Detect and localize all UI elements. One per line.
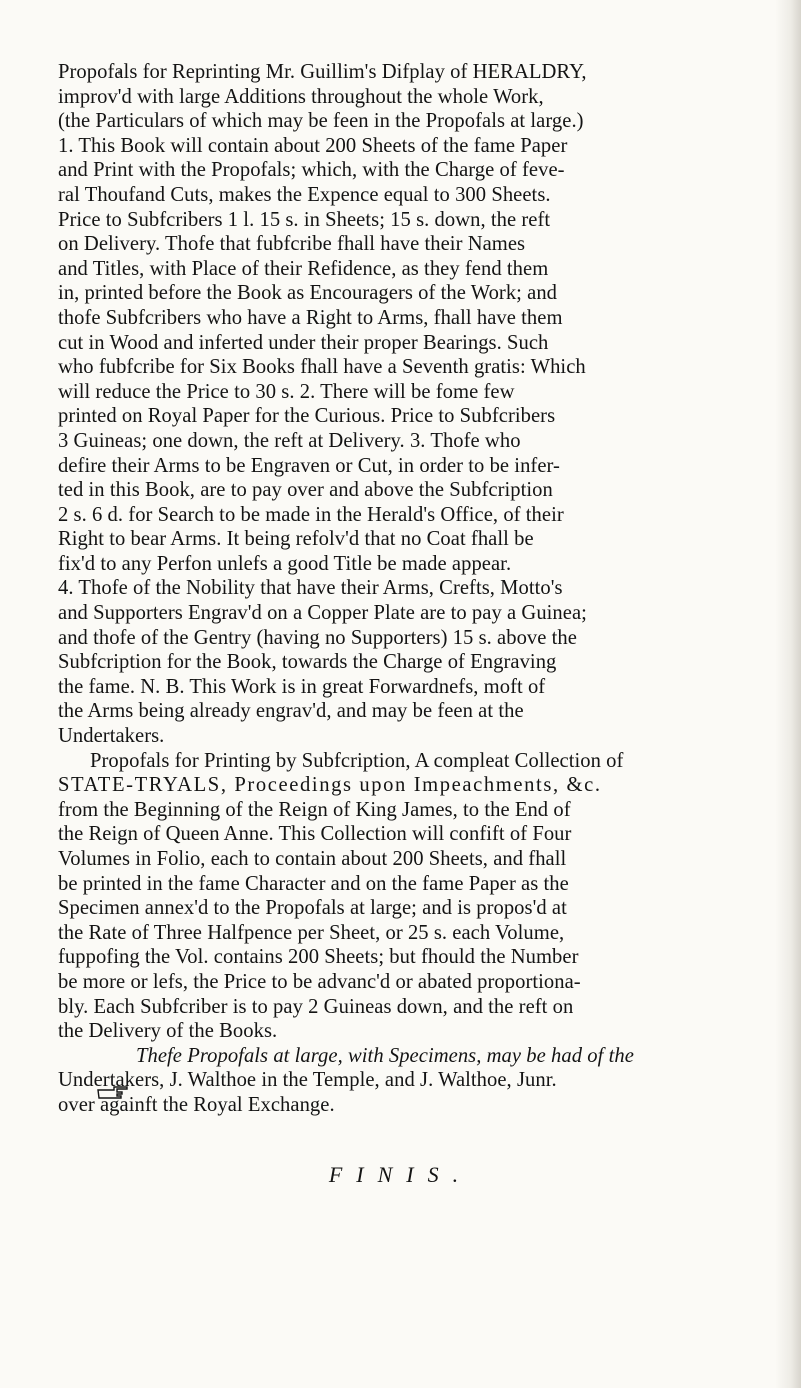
text-line: in, printed before the Book as Encouragers of the Work; and (58, 282, 558, 305)
text-line: Subfcription for the Book, towards the Charge of Engraving (58, 651, 557, 674)
pointing-hand-icon (97, 1084, 129, 1100)
text-line: fix'd to any Perfon unlefs a good Title be made appear. (58, 552, 512, 575)
text-line: defire their Arms to be Engraven or Cut, in order to be infer- (58, 454, 560, 477)
text-line: the Rate of Three Halfpence per Sheet, or 25 s. each Volume, (58, 921, 565, 944)
text-line: cut in Wood and inferted under their proper Bearings. Such (58, 331, 549, 354)
text-line: Specimen annex'd to the Propofals at large; and is propos'd at (58, 897, 567, 920)
text-line: 4. Thofe of the Nobility that have their Arms, Crefts, Motto's (58, 577, 563, 600)
text-line: the fame. N. B. This Work is in great Forwardnefs, moft of (58, 675, 546, 698)
text-line: ted in this Book, are to pay over and above the Subfcription (58, 479, 553, 502)
text-line: Volumes in Folio, each to contain about 200 Sheets, and fhall (58, 848, 567, 870)
text-line: Thefe Propofals at large, with Specimens, may be had of the (136, 1044, 634, 1067)
text-line: Propofals for Reprinting Mr. Guillim's Difplay of HERALDRY, (58, 61, 587, 83)
text-line: (the Particulars of which may be feen in the Propofals at large.) (58, 110, 584, 133)
text-line: ral Thoufand Cuts, makes the Expence equal to 300 Sheets. (58, 183, 551, 206)
text-line: 1. This Book will contain about 200 Sheets of the fame Paper (58, 134, 568, 157)
text-line: STATE-TRYALS, Proceedings upon Impeachments, &c. (58, 774, 602, 797)
text-line: the Delivery of the Books. (58, 1020, 278, 1043)
finis-label: FINIS. (328, 1162, 473, 1187)
text-line: 2 s. 6 d. for Search to be made in the Herald's Office, of their (58, 503, 564, 526)
text-line: improv'd with large Additions throughout the whole Work, (58, 85, 544, 108)
text-line: be printed in the fame Character and on the fame Paper as the (58, 872, 569, 895)
text-line: and Print with the Propofals; which, with the Charge of feve- (58, 159, 565, 182)
text-line: and Titles, with Place of their Refidence, as they fend them (58, 257, 549, 280)
text-line: 3 Guineas; one down, the reft at Delivery. 3. Thofe who (58, 429, 521, 452)
text-line: who fubfcribe for Six Books fhall have a Seventh gratis: Which (58, 356, 586, 379)
proposals-text (58, 60, 768, 1118)
text-line: over againft the Royal Exchange. (58, 1093, 335, 1116)
text-line: will reduce the Price to 30 s. 2. There will be fome few (58, 380, 515, 403)
text-line: and Supporters Engrav'd on a Copper Plate are to pay a Guinea; (58, 602, 587, 625)
text-line: from the Beginning of the Reign of King James, to the End of (58, 798, 571, 821)
text-line: Undertakers. (58, 725, 165, 748)
text-line: the Reign of Queen Anne. This Collection will confift of Four (58, 823, 572, 846)
text-line: printed on Royal Paper for the Curious. Price to Subfcribers (58, 405, 556, 428)
text-line: bly. Each Subfcriber is to pay 2 Guineas down, and the reft on (58, 995, 574, 1018)
text-line: fuppofing the Vol. contains 200 Sheets; but fhould the Number (58, 946, 579, 969)
text-line: the Arms being already engrav'd, and may be feen at the (58, 700, 524, 723)
text-line: and thofe of the Gentry (having no Supporters) 15 s. above the (58, 626, 577, 649)
text-line: Undertakers, J. Walthoe in the Temple, and J. Walthoe, Junr. (58, 1069, 557, 1092)
text-line: on Delivery. Thofe that fubfcribe fhall have their Names (58, 233, 526, 256)
text-line: Propofals for Printing by Subfcription, A compleat Collection of (90, 749, 624, 772)
text-line: be more or lefs, the Price to be advanc'd or abated proportiona- (58, 970, 581, 993)
text-line: thofe Subfcribers who have a Right to Arms, fhall have them (58, 306, 563, 329)
text-line: Right to bear Arms. It being refolv'd that no Coat fhall be (58, 528, 534, 551)
text-line: Price to Subfcribers 1 l. 15 s. in Sheets; 15 s. down, the reft (58, 208, 551, 231)
